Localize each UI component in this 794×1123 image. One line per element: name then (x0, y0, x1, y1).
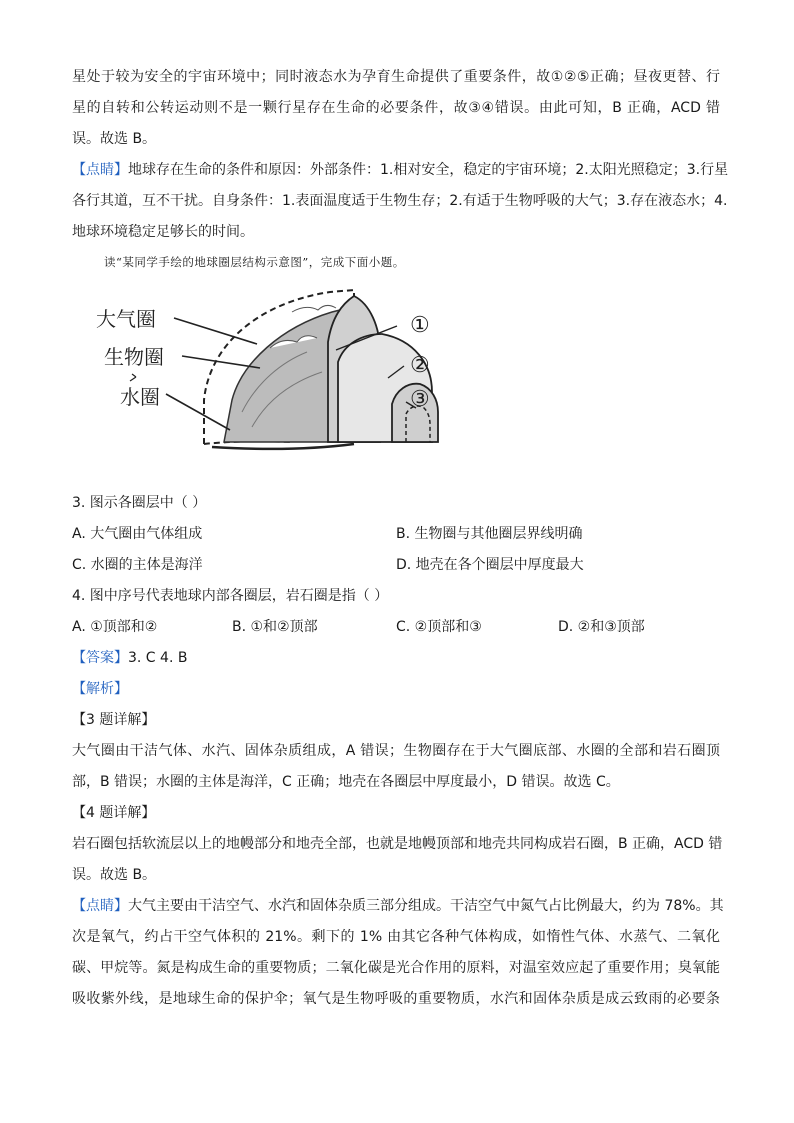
q4-option-d: D. ②和③顶部 (558, 619, 645, 635)
question-4-stem: 4. 图中序号代表地球内部各圈层，岩石圈是指（ ） (72, 588, 389, 604)
text-line: 地球环境稳定足够长的时间。 (72, 224, 254, 240)
label-hydrosphere: 水圈 (120, 385, 160, 409)
label-biosphere: 生物圈 (104, 345, 164, 369)
text-line: 星处于较为安全的宇宙环境中；同时液态水为孕育生命提供了重要条件，故①②⑤正确；昼夜更替、行 (72, 69, 720, 85)
tip-paragraph-line: 【点睛】地球存在生命的条件和原因：外部条件：1.相对安全，稳定的宇宙环境；2.太阳光照稳定；3.行星 (72, 162, 729, 178)
q3-option-d: D. 地壳在各个圈层中厚度最大 (396, 557, 584, 573)
label-1: ① (410, 313, 430, 338)
text-line: 误。故选 B。 (72, 131, 157, 147)
answer-tag: 【答案】 (72, 650, 128, 666)
q3-option-c: C. 水圈的主体是海洋 (72, 557, 203, 573)
earth-sphere-diagram (92, 282, 452, 477)
q4-option-c: C. ②顶部和③ (396, 619, 482, 635)
answer-text: 3. C 4. B (128, 650, 188, 666)
text-line: 各行其道，互不干扰。自身条件：1.表面温度适于生物生存；2.有适于生物呼吸的大气；3.存在液态水；4. (72, 193, 728, 209)
text-line: 大气圈由干洁气体、水汽、固体杂质组成，A 错误；生物圈存在于大气圈底部、水圈的全部和岩石圈顶 (72, 743, 720, 759)
text-line: 部，B 错误；水圈的主体是海洋，C 正确；地壳在各圈层中厚度最小，D 错误。故选 C。 (72, 774, 620, 790)
label-2: ② (410, 353, 430, 378)
tip-paragraph-line: 【点睛】大气主要由干洁空气、水汽和固体杂质三部分组成。干洁空气中氮气占比例最大，约为 78%。其 (72, 898, 724, 914)
analysis-tag: 【解析】 (72, 681, 128, 697)
text-line: 次是氧气，约占干空气体积的 21%。剩下的 1% 由其它各种气体构成，如惰性气体、水蒸气、二氧化 (72, 929, 720, 945)
answer-line (72, 648, 187, 668)
q3-option-a: A. 大气圈由气体组成 (72, 526, 203, 542)
tip-tag: 【点睛】 (72, 162, 128, 178)
text-line: 岩石圈包括软流层以上的地幔部分和地壳全部，也就是地幔顶部和地壳共同构成岩石圈，B 正确，ACD 错 (72, 836, 723, 852)
figure-caption: 读“某同学手绘的地球圈层结构示意图”，完成下面小题。 (104, 255, 405, 269)
text-line: 星的自转和公转运动则不是一颗行星存在生命的必要条件，故③④错误。由此可知，B 正确，ACD 错 (72, 100, 720, 116)
q4-option-a: A. ①顶部和② (72, 619, 158, 635)
tip-tag: 【点睛】 (72, 898, 128, 914)
q4-option-b: B. ①和②顶部 (232, 619, 318, 635)
label-atmosphere: 大气圈 (96, 307, 156, 331)
text-line: 碳、甲烷等。氮是构成生命的重要物质；二氧化碳是光合作用的原料，对温室效应起了重要作用；臭氧能 (72, 960, 720, 976)
question-3-stem: 3. 图示各圈层中（ ） (72, 495, 207, 511)
text-line: 误。故选 B。 (72, 867, 157, 883)
q3-option-b: B. 生物圈与其他圈层界线明确 (396, 526, 583, 542)
text-line: 吸收紫外线，是地球生命的保护伞；氧气是生物呼吸的重要物质，水汽和固体杂质是成云致雨的必要条 (72, 991, 720, 1007)
label-3: ③ (410, 387, 430, 412)
detail-3-tag: 【3 题详解】 (72, 712, 156, 728)
detail-4-tag: 【4 题详解】 (72, 805, 156, 821)
